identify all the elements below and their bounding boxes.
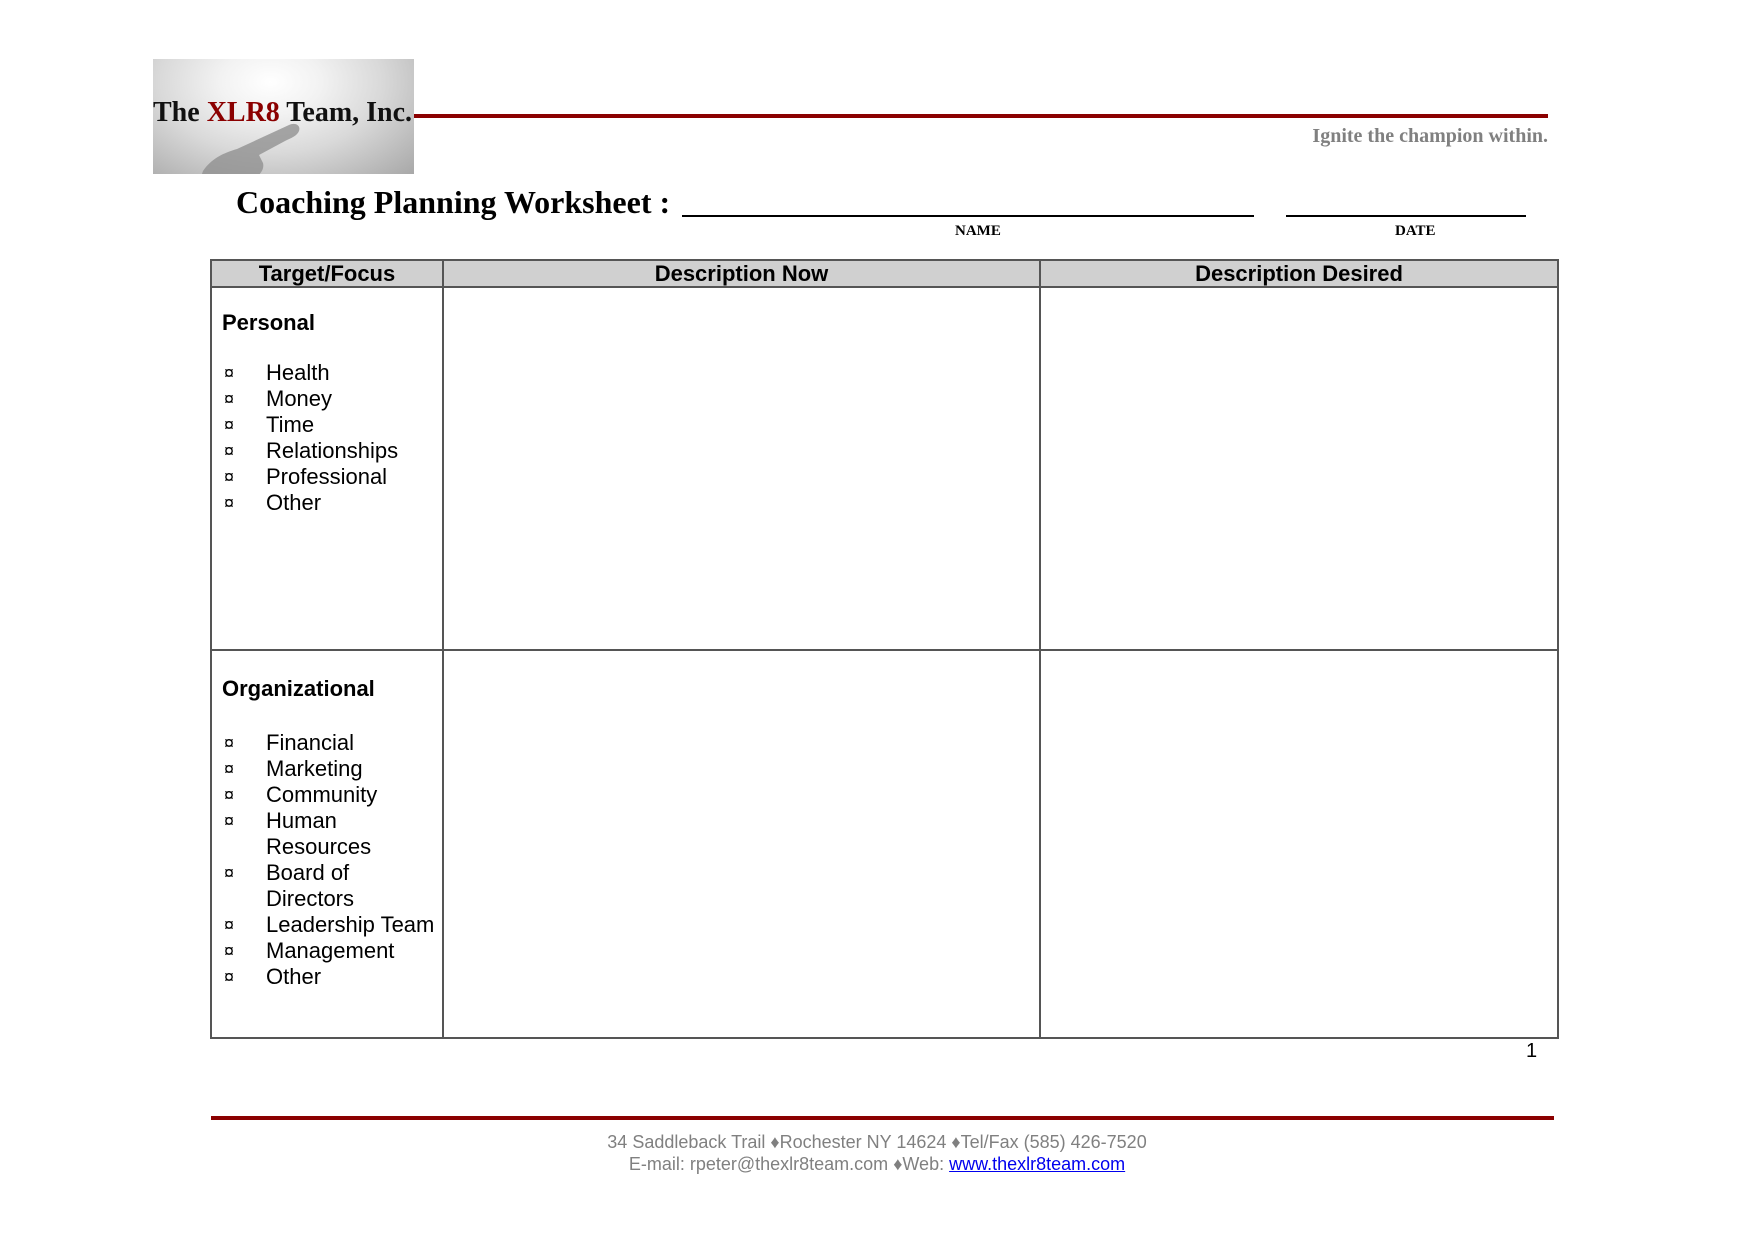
bullet-icon: ¤ <box>224 915 235 935</box>
website-link[interactable]: www.thexlr8team.com <box>949 1154 1126 1174</box>
column-header-now: Description Now <box>443 260 1040 287</box>
diamond-icon: ♦ <box>951 1132 961 1152</box>
bullet-icon: ¤ <box>224 467 235 487</box>
list-item: ¤ Other <box>224 490 322 515</box>
diamond-icon: ♦ <box>893 1154 903 1174</box>
bullet-icon: ¤ <box>224 785 235 805</box>
description-now-personal[interactable] <box>443 287 1040 650</box>
page-number: 1 <box>1526 1040 1538 1062</box>
footer-rule <box>211 1116 1554 1120</box>
list-item: ¤ Human Resources <box>224 808 372 859</box>
personal-list <box>212 360 442 516</box>
list-item: ¤ Leadership Team <box>224 912 435 937</box>
worksheet-title: Coaching Planning Worksheet : <box>236 184 671 220</box>
header-rule <box>414 114 1548 118</box>
list-item: ¤ Health <box>224 360 330 385</box>
organizational-list <box>212 730 442 990</box>
column-header-desired: Description Desired <box>1040 260 1558 287</box>
name-line <box>682 215 1254 217</box>
list-item: ¤ Management <box>224 938 395 963</box>
footer-email: E-mail: rpeter@thexlr8team.com <box>628 1154 889 1174</box>
company-name: The XLR8 Team, Inc. <box>153 97 413 128</box>
date-line <box>1286 215 1526 217</box>
bullet-icon: ¤ <box>224 759 235 779</box>
list-item: ¤ Board of Directors <box>224 860 355 911</box>
bullet-icon: ¤ <box>224 363 235 383</box>
list-item: ¤ Professional <box>224 464 388 489</box>
diamond-icon: ♦ <box>770 1132 780 1152</box>
section-title-personal: Personal <box>222 310 315 335</box>
list-item: ¤ Financial <box>224 730 355 755</box>
description-now-organizational[interactable] <box>443 650 1040 1038</box>
bullet-icon: ¤ <box>224 493 235 513</box>
bullet-icon: ¤ <box>224 941 235 961</box>
list-item: ¤ Other <box>224 964 322 989</box>
bullet-icon: ¤ <box>224 967 235 987</box>
list-item: ¤ Marketing <box>224 756 363 781</box>
list-item: ¤ Time <box>224 412 315 437</box>
list-item: ¤ Community <box>224 782 378 807</box>
footer-address: 34 Saddleback Trail <box>607 1132 766 1152</box>
list-item: ¤ Money <box>224 386 333 411</box>
bullet-icon: ¤ <box>224 811 235 831</box>
section-title-organizational: Organizational <box>222 676 375 701</box>
bullet-icon: ¤ <box>224 415 235 435</box>
date-caption: DATE <box>1395 223 1436 239</box>
column-header-target: Target/Focus <box>211 260 443 287</box>
footer-web-label: Web: <box>902 1154 945 1174</box>
table-row-organizational <box>211 650 1558 1038</box>
list-item: ¤ Relationships <box>224 438 399 463</box>
bullet-icon: ¤ <box>224 733 235 753</box>
footer-address-line <box>96 1132 1658 1153</box>
description-desired-personal[interactable] <box>1040 287 1558 650</box>
target-cell-organizational <box>211 650 443 1038</box>
planning-table <box>210 259 1559 1039</box>
table-row-personal <box>211 287 1558 650</box>
footer-phone: Tel/Fax (585) 426-7520 <box>960 1132 1147 1152</box>
footer-city: Rochester NY 14624 <box>779 1132 947 1152</box>
bullet-icon: ¤ <box>224 389 235 409</box>
tagline: Ignite the champion within. <box>1312 125 1548 147</box>
table-header-row <box>211 260 1558 287</box>
name-caption: NAME <box>955 223 1001 239</box>
description-desired-organizational[interactable] <box>1040 650 1558 1038</box>
target-cell-personal <box>211 287 443 650</box>
bullet-icon: ¤ <box>224 441 235 461</box>
bullet-icon: ¤ <box>224 863 235 883</box>
footer-contact-line <box>96 1154 1658 1175</box>
